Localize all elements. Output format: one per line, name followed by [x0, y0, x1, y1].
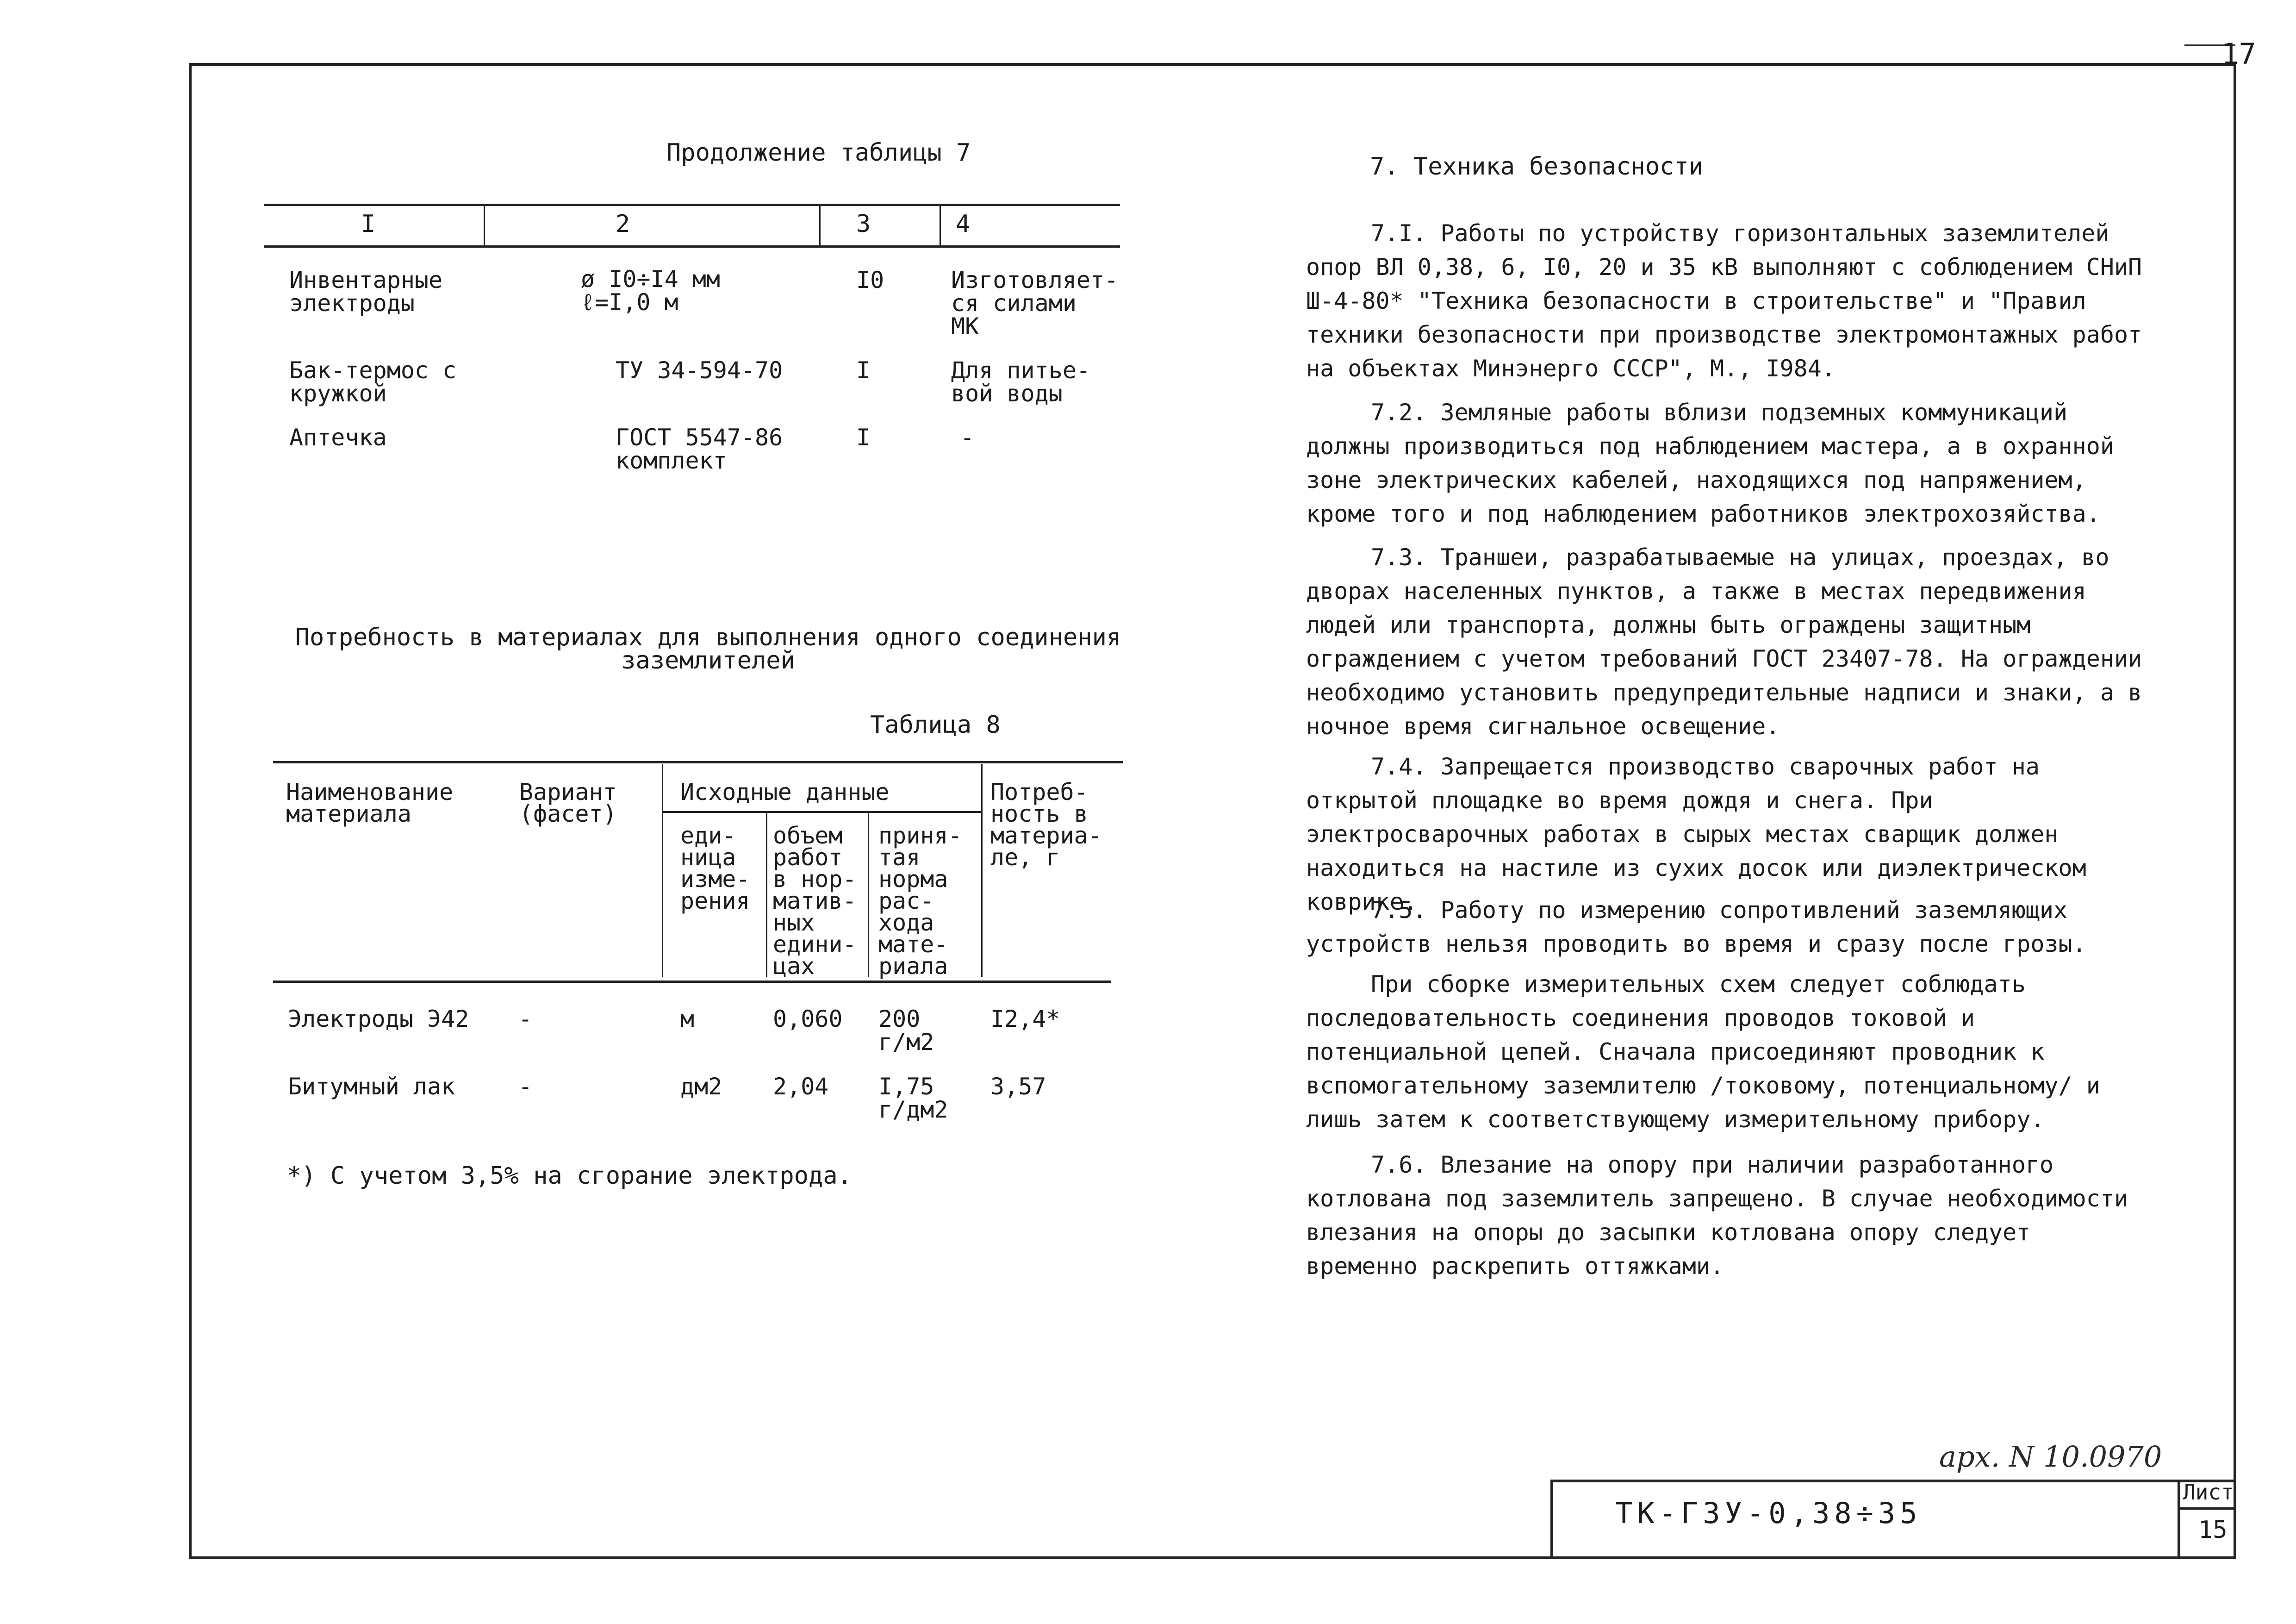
- table8-source-rule: [662, 811, 981, 813]
- table7-header-rule: [264, 245, 1120, 248]
- table7-header-col4: 4: [956, 210, 971, 238]
- paragraph-7-1: 7.I. Работы по устройству горизонтальных заземлителей опор ВЛ 0,38, 6, I0, 20 и 35 кВ выполняют с соблюдением СНиП Ш-4-80* "Техника безопасности в строительстве" и "Правил техники безопасности при производстве электромонтажных работ на объектах Минэнерго СССР", М., I984.: [1306, 220, 2142, 382]
- table7-row3-spec: ГОСТ 5547-86 комплект: [616, 424, 783, 474]
- title-block-divider: [2178, 1480, 2180, 1559]
- section-heading: 7. Техника безопасности: [1370, 153, 1704, 181]
- table7-row3-note: -: [960, 424, 975, 451]
- paragraph-7-3: 7.3. Траншеи, разрабатываемые на улицах, проездах, во дворах населенных пунктов, а также в местах передвижения людей или транспорта, должны быть ограждены защитным ограждением с учетом требований ГОСТ 23407-78. На ограждении необходимо установить предупредительные надписи и знаки, а в ночное время сигнальное освещение.: [1306, 544, 2142, 740]
- table8-divider: [868, 813, 869, 977]
- table7-row1-spec: ø I0÷I4 мм ℓ=I,0 м: [581, 266, 721, 316]
- paragraph-7-2: 7.2. Земляные работы вблизи подземных коммуникаций должны производиться под наблюдением мастера, а в охранной зоне электрических кабелей, находящихся под напряжением, кроме того и под наблюдением работников электрохозяйства.: [1306, 399, 2114, 527]
- table8-header-rule: [273, 981, 1111, 983]
- table7-row3-qty: I: [856, 424, 871, 451]
- top-page-number: 17: [2221, 37, 2256, 71]
- paragraph-7-6: 7.6. Влезание на опору при наличии разработанного котлована под заземлитель запрещено. В случае необходимости влезания на опоры до засыпки котлована опору следует временно раскрепить оттяжками.: [1306, 1151, 2128, 1280]
- document-code: ТК-ГЗУ-0,38÷35: [1615, 1496, 1922, 1530]
- table7-row3-item: Аптечка: [289, 424, 387, 451]
- table8-row1-need: I2,4*: [990, 1006, 1060, 1032]
- table8-divider: [766, 813, 767, 977]
- table7-title: Продолжение таблицы 7: [666, 139, 971, 167]
- table8-row2-norm: I,75 г/дм2: [878, 1073, 948, 1123]
- table7-row1-item: Инвентарные электроды: [289, 267, 443, 317]
- table8-divider: [662, 764, 663, 977]
- table8-header-variant: Вариант (фасет): [519, 779, 617, 827]
- sheet-number: 15: [2198, 1516, 2228, 1544]
- archive-number: арх. N 10.0970: [1939, 1440, 2162, 1474]
- table8-title: Таблица 8: [870, 711, 1001, 739]
- table8-header-unit: еди- ница изме- рения: [680, 822, 750, 914]
- sheet-label: Лист: [2183, 1480, 2234, 1505]
- table8-caption: Потребность в материалах для выполнения одного соединения заземлителей: [295, 624, 1121, 675]
- table7-header-col3: 3: [856, 210, 871, 238]
- table7-header-col1: I: [361, 210, 376, 238]
- table8-header-need: Потреб- ность в материа- ле, г: [990, 779, 1102, 871]
- table7-row2-qty: I: [856, 357, 871, 384]
- table7-header-col2: 2: [616, 210, 630, 238]
- table8-header-name: Наименование материала: [286, 779, 454, 827]
- table8-header-volume: объем работ в нор- матив- ных едини- цах: [773, 822, 857, 980]
- table7-row2-item: Бак-термос с кружкой: [289, 357, 457, 407]
- table8-footnote: *) С учетом 3,5% на сгорание электрода.: [287, 1162, 852, 1190]
- table7-row1-qty: I0: [856, 267, 884, 294]
- table8-header-norm: приня- тая норма рас- хода мате- риала: [878, 822, 962, 980]
- table7-header-divider: [819, 206, 821, 248]
- table7-top-rule: [264, 204, 1120, 206]
- table8-row2-name: Битумный лак: [288, 1073, 455, 1100]
- table8-row1-variant: -: [518, 1006, 533, 1032]
- table7-row2-spec: ТУ 34-594-70: [616, 357, 783, 384]
- sheet-label-rule: [2178, 1507, 2236, 1510]
- table7-row1-note: Изготовляет- ся силами МК: [951, 267, 1119, 340]
- table7-header-divider: [484, 206, 485, 248]
- table8-row1-norm: 200 г/м2: [878, 1006, 934, 1056]
- paragraph-7-4: 7.4. Запрещается производство сварочных работ на открытой площадке во время дождя и снега. При электросварочных работах в сырых местах сварщик должен находиться на настиле из сухих досок или диэлектрическом коврике.: [1306, 753, 2086, 915]
- table8-header-source: Исходные данные: [680, 779, 890, 806]
- paragraph-measurement: При сборке измерительных схем следует соблюдать последовательность соединения проводов токовой и потенциальной цепей. Сначала присоединяют проводник к вспомогательному заземлителю /токовому, потенциальному/ и лишь затем к соответствующему измерительному прибору.: [1306, 971, 2100, 1133]
- table8-row2-volume: 2,04: [773, 1073, 829, 1100]
- table7-header-divider: [940, 206, 941, 248]
- table8-row2-variant: -: [518, 1073, 533, 1100]
- table8-row2-need: 3,57: [990, 1073, 1046, 1100]
- table8-row1-name: Электроды Э42: [288, 1006, 469, 1032]
- table8-divider: [981, 764, 983, 977]
- paragraph-7-5: 7.5. Работу по измерению сопротивлений заземляющих устройств нельзя проводить во время и сразу после грозы.: [1306, 897, 2086, 957]
- table7-row2-note: Для питье- вой воды: [951, 357, 1091, 407]
- table8-row2-unit: дм2: [680, 1073, 722, 1100]
- table8-row1-volume: 0,060: [773, 1006, 843, 1032]
- table8-top-rule: [273, 761, 1123, 763]
- table8-row1-unit: м: [680, 1006, 695, 1032]
